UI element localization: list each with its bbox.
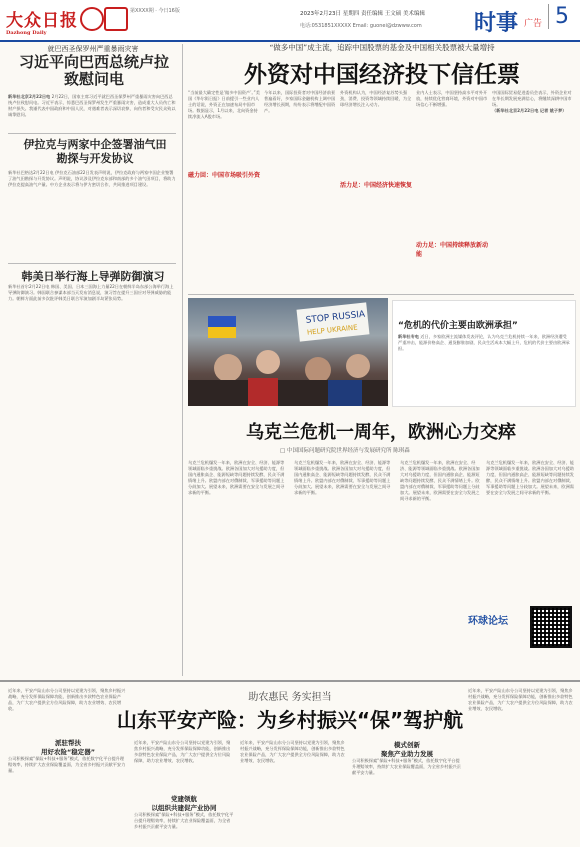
page-number: 5 (548, 4, 569, 29)
divider (188, 410, 574, 412)
divider (188, 294, 574, 295)
bottom-col-4: 公司积极探索“保险+科技+服务”模式，依托数字化平台提升理赔效率，持续扩大农业保险覆盖面，为全省乡村振兴贡献平安力量。 (352, 758, 461, 775)
headline-xi: 习近平向巴西总统卢拉致慰问电 (18, 53, 169, 88)
subhead-2: 活力足：中国经济快速恢复 (340, 182, 413, 189)
newspaper-logo: 大众日报 Dazhong Daily (6, 11, 78, 36)
article-xi-body: 新华社北京2月22日电 2月22日，国家主席习近平就巴西圣保罗州严重暴雨灾害向巴西总统卢拉致慰问电。习近平表示，惊悉巴西圣保罗州发生严重暴雨灾害，造成重大人员伤亡和财产损失。我谨代表中国政府和中国人民，对遇难者表示深切哀悼，向伤者和受灾民众致以诚挚慰问。 (8, 94, 176, 117)
divider (8, 263, 176, 264)
bottom-headline: 山东平安产险：为乡村振兴“保”驾护航 (116, 708, 464, 732)
square-icon: □ (280, 448, 286, 454)
section-title: 时事 (474, 11, 519, 36)
headline-drill: 韩美日举行海上导弹防御演习 (21, 270, 165, 283)
europe-headline: 乌克兰危机一周年，欧洲心力交瘁 (246, 422, 516, 443)
feature-col-4: 业内人士表示，中国坚持高水平对外开放，持续优化营商环境，外资对中国市场信心不断增强。 (416, 90, 488, 107)
bottom-col-2b: 公司积极探索“保险+科技+服务”模式，依托数字化平台提升理赔效率，持续扩大农业保险覆盖面，为全省乡村振兴贡献平安力量。 (134, 812, 234, 829)
headline-iraq: 伊拉克与两家中企签署油气田勘探与开发协议 (23, 138, 167, 165)
europe-source: □ 中国国际问题研究院世界经济与发展研究所 陈琪森 (280, 448, 410, 454)
quote-title: “危机的代价主要由欧洲承担” (398, 321, 518, 331)
qr-icon (104, 7, 128, 31)
qr-code-icon (530, 606, 572, 648)
europe-col-2: 乌克兰危机爆发一年来，欧洲在安全、经济、能源等领域面临多重挑战。欧洲各国加大对乌援助力度，但国内通胀高企、能源短缺等问题持续发酵，民众不满情绪上升。欧盟内部在对俄制裁、军事援助等问题上分歧加大。展望未来，欧洲需要在安全与发展之间寻求新的平衡。 (294, 460, 391, 495)
subhead-right: 模式创新 聚焦产业助力发展 (381, 741, 433, 758)
feature-kicker: “做多中国”成主流，追踪中国股票的基金及中国相关股票被大量增持 (269, 43, 495, 52)
bottom-col-5: 近年来，平安产险山东分公司坚持以党建为引领，聚焦乡村振兴战略，充分发挥保险保障功能，创新推出多款特色农业保险产品，为广大农户提供全方位风险保障，助力农业增效、农民增收。 (468, 688, 573, 711)
feature-col-5: 中国国际贸易促进委员会表示，外资企业对在华长期发展充满信心，将继续深耕中国市场。 （新华社北京2月22日电 记者 姚子梦） (492, 90, 572, 113)
issue-meta: 第XXXX期 · 今日16版 (130, 8, 180, 14)
seal-icon (80, 7, 104, 31)
europe-col-1: 乌克兰危机爆发一年来，欧洲在安全、经济、能源等领域面临多重挑战。欧洲各国加大对乌援助力度，但国内通胀高企、能源短缺等问题持续发酵，民众不满情绪上升。欧盟内部在对俄制裁、军事援助等问题上分歧加大。展望未来，欧洲需要在安全与发展之间寻求新的平衡。 (188, 460, 285, 495)
issue-date: 2023年2月23日 星期四 责任编辑 王文硕 美术编辑 (300, 11, 425, 17)
bottom-col-2: 近年来，平安产险山东分公司坚持以党建为引领，聚焦乡村振兴战略，充分发挥保险保障功能，创新推出多款特色农业保险产品，为广大农户提供全方位风险保障，助力农业增效、农民增收。 (134, 740, 231, 763)
europe-col-4: 乌克兰危机爆发一年来，欧洲在安全、经济、能源等领域面临多重挑战。欧洲各国加大对乌援助力度，但国内通胀高企、能源短缺等问题持续发酵，民众不满情绪上升。欧盟内部在对俄制裁、军事援助等问题上分歧加大。展望未来，欧洲需要在安全与发展之间寻求新的平衡。 (486, 460, 574, 495)
contact-line: 电话:0531851XXXXX Email: guonei@dzwww.com (300, 23, 422, 29)
kicker: 就巴西圣保罗州严重暴雨灾害 (47, 45, 139, 53)
column-rule (182, 44, 183, 676)
europe-col-3: 乌克兰危机爆发一年来，欧洲在安全、经济、能源等领域面临多重挑战。欧洲各国加大对乌援助力度，但国内通胀高企、能源短缺等问题持续发酵，民众不满情绪上升。欧盟内部在对俄制裁、军事援助等问题上分歧加大。展望未来，欧洲需要在安全与发展之间寻求新的平衡。 (400, 460, 480, 501)
ad-label: 广告 (524, 19, 543, 29)
feature-col-1: “当前最大确定性是‘做多中国资产’。”美国《华尔街日报》日前援引一些业内人士的话说，外资正在加速布局中国市场。数据显示，1月以来，北向资金持续净流入A股市场。 (188, 90, 260, 119)
article-drill-body: 新华社首尔2月22日电 韩国、美国、日本三国海上力量22日在朝鲜半岛东部公海举行海上导弹防御演习。韩国联合参谋本部当天发布消息说，演习旨在提升三国应对导弹威胁的能力。朝鲜方面此前多次批评韩美日联合军演加剧半岛紧张局势。 (8, 284, 174, 301)
bottom-col-1: 公司积极探索“保险+科技+服务”模式，依托数字化平台提升理赔效率，持续扩大农业保险覆盖面，为全省乡村振兴贡献平安力量。 (8, 756, 126, 773)
subhead-mid: 党建领航 以组织共建促产业协同 (151, 795, 217, 812)
feature-col-2: 今年以来，国际投资者对中国经济前景普遍看好，多家国际金融机构上调中国经济增长预期，纷纷表示将增配中国资产。 (264, 90, 336, 113)
divider (8, 133, 176, 134)
bottom-intro: 近年来，平安产险山东分公司坚持以党建为引领，聚焦乡村振兴战略，充分发挥保险保障功能，创新推出多款特色农业保险产品，为广大农户提供全方位风险保障，助力农业增效、农民增收。 (8, 688, 126, 711)
forum-logo: 环球论坛 (468, 616, 508, 627)
protest-photo-svg (188, 298, 388, 406)
subhead-1: 磁力回：中国市场吸引外资 (188, 172, 261, 179)
subhead-left: 派驻帮扶 用好农险“稳定器” (40, 739, 96, 756)
article-iraq-body: 新华社巴格达2月22日电 伊拉克石油部22日发表声明说，伊拉克政府与两家中国企业签署了油气田勘探与开发协议。声明说，协议涉及伊拉克东部和南部的多个油气田项目，将助力伊拉克提高油气产量。中方企业表示将与伊方密切合作，共同推进项目建设。 (8, 170, 176, 187)
feature-col-3: 外资机构认为，中国经济复苏势头强劲，消费、投资等领域持续回暖，为全球经济增长注入动力。 (340, 90, 412, 107)
quote-body: 新华社专电 近日，多家欧洲主流媒体发表评论，认为乌克兰危机持续一年来，欧洲经济遭受严重冲击，能源价格高企、通货膨胀加剧，民众生活成本大幅上升，危机的代价主要由欧洲承担。 (398, 334, 570, 351)
feature-headline: 外资对中国经济投下信任票 (244, 62, 520, 88)
bottom-col-3: 近年来，平安产险山东分公司坚持以党建为引领，聚焦乡村振兴战略，充分发挥保险保障功能，创新推出多款特色农业保险产品，为广大农户提供全方位风险保障，助力农业增效、农民增收。 (240, 740, 345, 763)
svg-text:HELP UKRAINE: HELP UKRAINE (306, 323, 358, 337)
divider (0, 680, 580, 682)
bottom-kicker: 助农惠民 务实担当 (248, 692, 332, 703)
protest-photo (188, 298, 388, 406)
subhead-3: 动力足：中国持续释放新动能 (416, 242, 489, 258)
svg-text:STOP RUSSIA: STOP RUSSIA (305, 309, 366, 326)
